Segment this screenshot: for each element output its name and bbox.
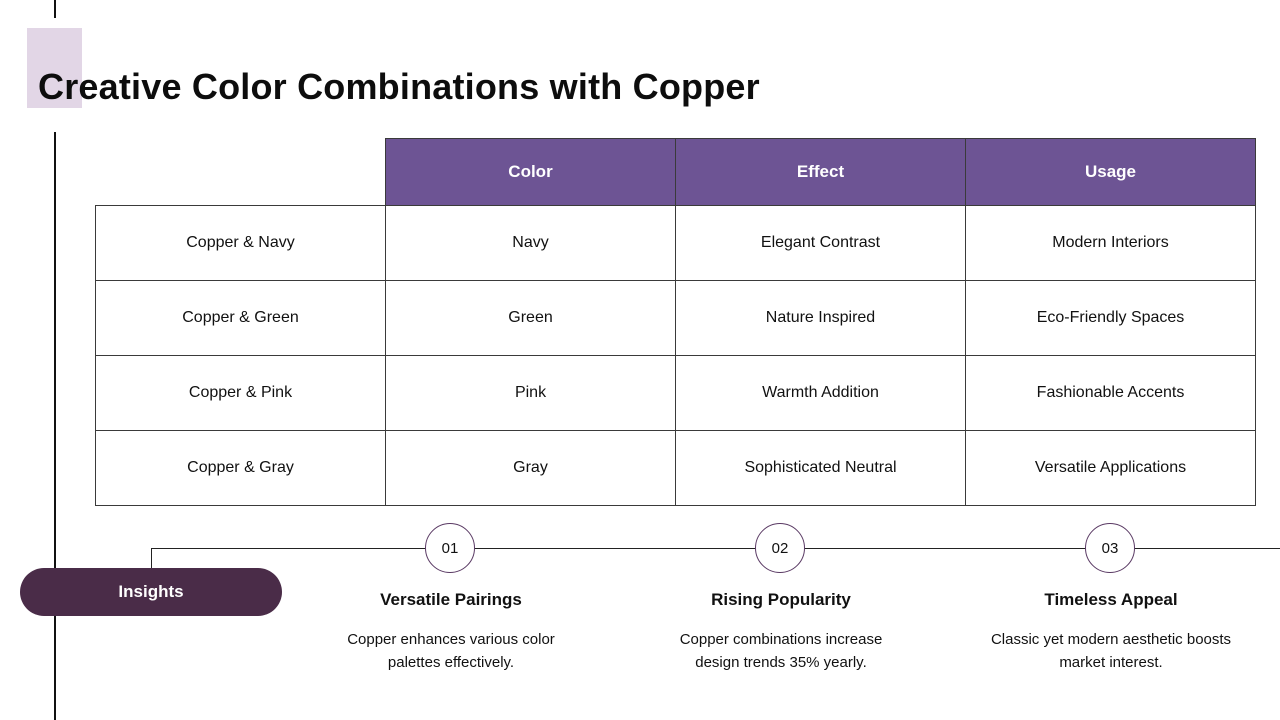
color-combinations-table <box>95 138 1256 506</box>
table-cell-combination: Copper & Green <box>96 281 386 356</box>
table-cell-effect: Elegant Contrast <box>676 206 966 281</box>
step-heading: Timeless Appeal <box>1044 590 1178 609</box>
table-header-usage: Usage <box>966 139 1256 206</box>
table-row <box>96 281 1256 356</box>
table-cell-effect: Warmth Addition <box>676 356 966 431</box>
step-number-circle: 02 <box>755 523 805 573</box>
table-cell-color: Navy <box>386 206 676 281</box>
table-cell-usage: Modern Interiors <box>966 206 1256 281</box>
table-header-effect: Effect <box>676 139 966 206</box>
table-row <box>96 431 1256 506</box>
step-number-circle: 03 <box>1085 523 1135 573</box>
table-cell-color: Gray <box>386 431 676 506</box>
step-number-circle: 01 <box>425 523 475 573</box>
step-heading: Rising Popularity <box>711 590 851 609</box>
insights-label: Insights <box>20 568 282 616</box>
timeline-connector <box>151 548 152 568</box>
step-description: Copper combinations increase design trends 35% yearly. <box>679 631 883 671</box>
table-cell-combination: Copper & Navy <box>96 206 386 281</box>
table-header-row <box>96 139 1256 206</box>
table-cell-combination: Copper & Pink <box>96 356 386 431</box>
table-cell-color: Green <box>386 281 676 356</box>
step-description: Classic yet modern aesthetic boosts market interest. <box>990 631 1232 671</box>
left-vertical-rule <box>54 0 56 18</box>
page-title: Creative Color Combinations with Copper <box>38 66 760 107</box>
step-heading: Versatile Pairings <box>380 590 522 609</box>
table-cell-effect: Sophisticated Neutral <box>676 431 966 506</box>
table-row <box>96 356 1256 431</box>
table-header-blank <box>96 139 386 206</box>
table-cell-usage: Eco-Friendly Spaces <box>966 281 1256 356</box>
left-vertical-rule <box>54 132 56 720</box>
table-cell-combination: Copper & Gray <box>96 431 386 506</box>
table-cell-effect: Nature Inspired <box>676 281 966 356</box>
table-header-color: Color <box>386 139 676 206</box>
table-cell-usage: Versatile Applications <box>966 431 1256 506</box>
table-cell-color: Pink <box>386 356 676 431</box>
step-description: Copper enhances various color palettes effectively. <box>347 631 555 671</box>
table-row <box>96 206 1256 281</box>
table-cell-usage: Fashionable Accents <box>966 356 1256 431</box>
